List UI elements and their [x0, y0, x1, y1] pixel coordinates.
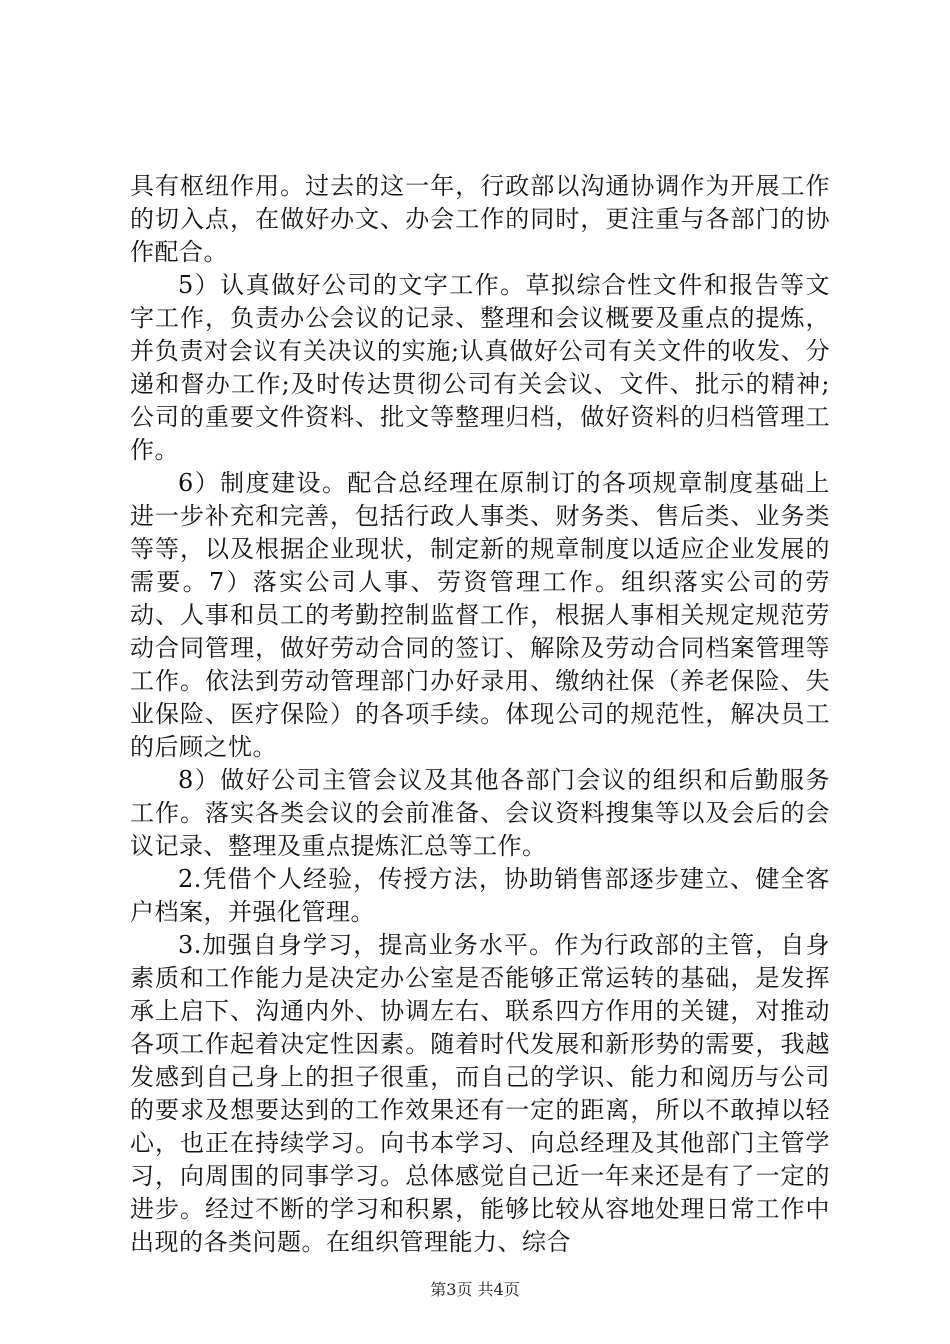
paragraph-section-3: 3.加强自身学习，提高业务水平。作为行政部的主管，自身素质和工作能力是决定办公室是否能够正常运转的基础，是发挥承上启下、沟通内外、协调左右、联系四方作用的关键，对推动各项工作起着决定性因素。随着时代发展和新形势的需要，我越发感到自己身上的担子很重，而自己的学识、能力和阅历与公司的要求及想要达到的工作效果还有一定的距离，所以不敢掉以轻心，也正在持续学习。向书本学习、向总经理及其他部门主管学习，向周围的同事学习。总体感觉自己近一年来还是有了一定的进步。经过不断的学习和积累，能够比较从容地处理日常工作中出现的各类问题。在组织管理能力、综合: [130, 931, 830, 1256]
document-body: [130, 170, 830, 1259]
paragraph-section-2: 2.凭借个人经验，传授方法，协助销售部逐步建立、健全客户档案，并强化管理。: [130, 865, 830, 926]
paragraph-item-6-7: 6）制度建设。配合总经理在原制订的各项规章制度基础上进一步补充和完善，包括行政人事类、财务类、售后类、业务类等等，以及根据企业现状，制定新的规章制度以适应企业发展的需要。7）落实公司人事、劳资管理工作。组织落实公司的劳动、人事和员工的考勤控制监督工作，根据人事相关规定规范劳动合同管理，做好劳动合同的签订、解除及劳动合同档案管理等工作。依法到劳动管理部门办好录用、缴纳社保（养老保险、失业保险、医疗保险）的各项手续。体现公司的规范性，解决员工的后顾之忧。: [130, 469, 830, 761]
page-footer: 第3页 共4页: [430, 1280, 520, 1299]
paragraph-continuation: 具有枢纽作用。过去的这一年，行政部以沟通协调作为开展工作的切入点，在做好办文、办会工作的同时，更注重与各部门的协作配合。: [130, 172, 830, 266]
paragraph-item-8: 8）做好公司主管会议及其他各部门会议的组织和后勤服务工作。落实各类会议的会前准备、会议资料搜集等以及会后的会议记录、整理及重点提炼汇总等工作。: [130, 766, 830, 860]
paragraph-item-5: 5）认真做好公司的文字工作。草拟综合性文件和报告等文字工作，负责办公会议的记录、整理和会议概要及重点的提炼，并负责对会议有关决议的实施;认真做好公司有关文件的收发、分递和督办工作;及时传达贯彻公司有关会议、文件、批示的精神;公司的重要文件资料、批文等整理归档，做好资料的归档管理工作。: [130, 271, 830, 464]
